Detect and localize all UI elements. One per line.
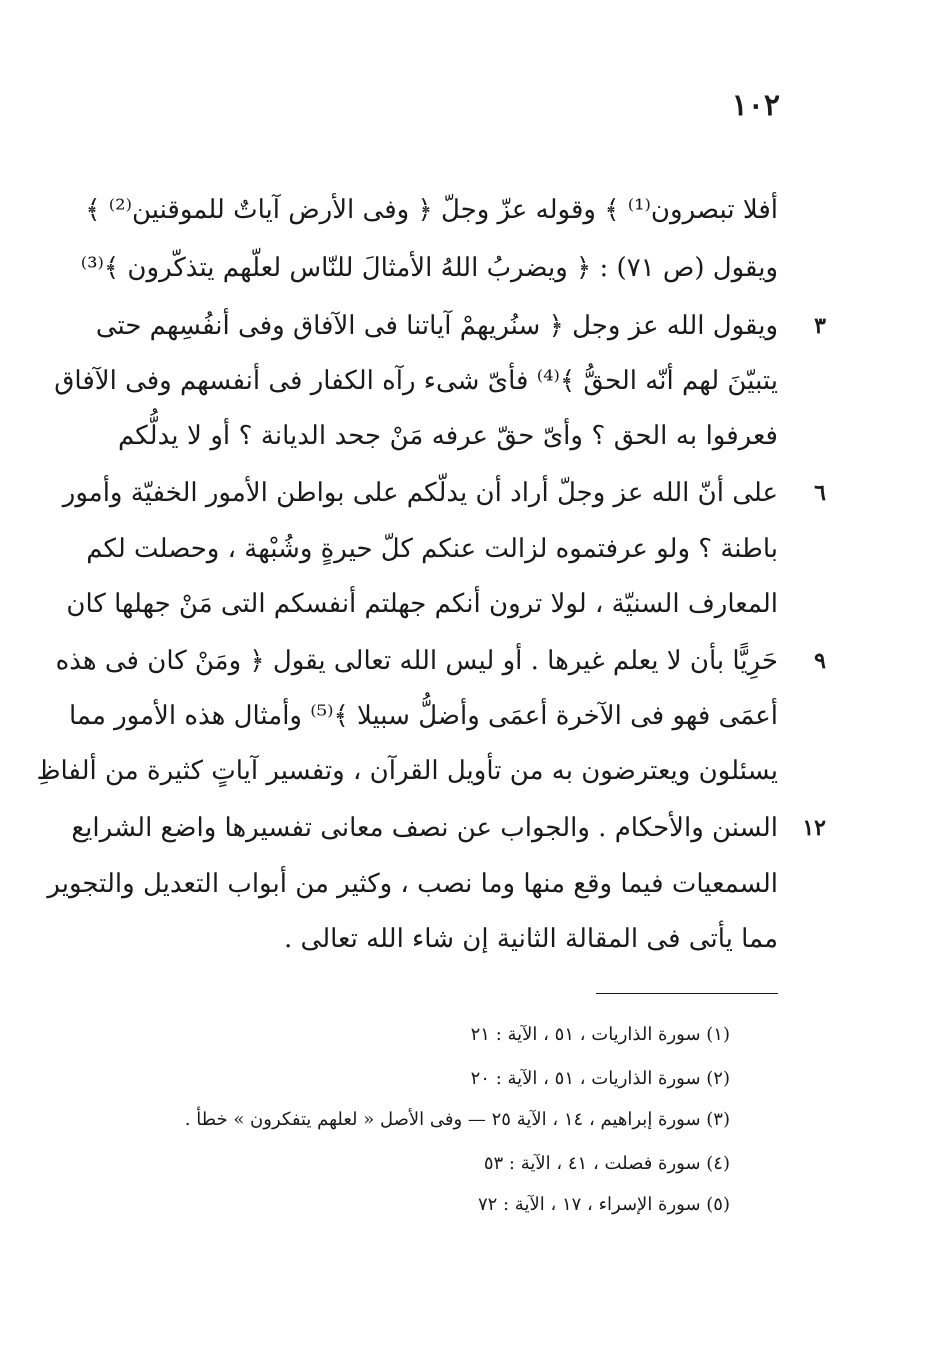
- footnote: (٤) سورة فصلت ، ٤١ ، الآية : ٥٣: [483, 1153, 730, 1174]
- text-line: السنن والأحكام . والجواب عن نصف معانى تفسيرها واضع الشرايع: [71, 813, 778, 843]
- footnote-separator: [596, 993, 778, 994]
- text-line: السمعيات فيما وقع منها وما نصب ، وكثير من أبواب التعديل والتجوير: [47, 869, 778, 899]
- text-line: فعرفوا به الحق ؟ وأىّ حقّ عرفه مَنْ جحد الديانة ؟ أو لا يدلُّكم: [118, 421, 778, 451]
- text-line: يتبيّنَ لهم أنّه الحقُّ ﴾⁽⁴⁾ فأىّ شىء رآه الكفار فى أنفسهم وفى الآفاق: [54, 366, 778, 396]
- text-line: المعارف السنيّة ، لولا ترون أنكم جهلتم أنفسكم التى مَنْ جهلها كان: [66, 589, 778, 619]
- line-number: ٦: [814, 480, 826, 506]
- text-line: حَرِيًّا بأن لا يعلم غيرها . أو ليس الله تعالى يقول ﴿ ومَنْ كان فى هذه: [55, 646, 778, 676]
- footnote: (٣) سورة إبراهيم ، ١٤ ، الآية ٢٥ — وفى الأصل « لعلهم يتفكرون » خطأ .: [184, 1109, 730, 1130]
- page-number: ١٠٢: [731, 88, 780, 123]
- line-number: ١٢: [802, 815, 826, 841]
- text-line: أعمَى فهو فى الآخرة أعمَى وأضلُّ سبيلا ﴾⁽⁵⁾ وأمثال هذه الأمور مما: [68, 701, 778, 731]
- text-line: باطنة ؟ ولو عرفتموه لزالت عنكم كلّ حيرةٍ وشُبْهة ، وحصلت لكم: [86, 534, 778, 564]
- line-number: ٩: [814, 648, 826, 674]
- line-number: ٣: [814, 313, 826, 339]
- text-line: ويقول (ص ٧١) : ﴿ ويضربُ اللهُ الأمثالَ للنّاس لعلّهم يتذكّرون ﴾⁽³⁾: [80, 253, 778, 283]
- text-line: مما يأتى فى المقالة الثانية إن شاء الله تعالى .: [284, 924, 778, 954]
- footnote: (٢) سورة الذاريات ، ٥١ ، الآية : ٢٠: [470, 1068, 730, 1089]
- text-line: أفلا تبصرون⁽¹⁾ ﴾ وقوله عزّ وجلّ ﴿ وفى الأرض آياتٌ للموقنين⁽²⁾ ﴾: [85, 195, 778, 225]
- footnote: (٥) سورة الإسراء ، ١٧ ، الآية : ٧٢: [477, 1194, 730, 1215]
- footnote: (١) سورة الذاريات ، ٥١ ، الآية : ٢١: [470, 1024, 730, 1045]
- text-line: ويقول الله عز وجل ﴿ سنُريهمْ آياتنا فى الآفاق وفى أنفُسِهم حتى: [95, 311, 778, 341]
- text-line: يسئلون ويعترضون به من تأويل القرآن ، وتفسير آياتٍ كثيرة من ألفاظِ: [36, 756, 778, 786]
- text-line: على أنّ الله عز وجلّ أراد أن يدلّكم على بواطن الأمور الخفيّة وأمور: [62, 478, 778, 508]
